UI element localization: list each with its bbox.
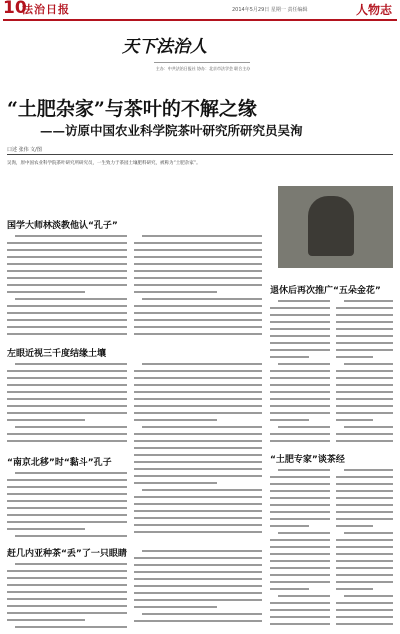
portrait-photo xyxy=(278,186,393,268)
text-line xyxy=(134,389,262,396)
text-line xyxy=(134,438,262,445)
text-line xyxy=(270,544,330,551)
text-line xyxy=(336,333,393,340)
text-line xyxy=(7,533,127,540)
text-line xyxy=(134,382,262,389)
text-line xyxy=(134,296,262,303)
text-line xyxy=(7,247,127,254)
text-line xyxy=(7,317,127,324)
text-line xyxy=(134,396,262,403)
text-line xyxy=(7,582,127,589)
text-line xyxy=(336,516,393,523)
text-line xyxy=(270,530,330,537)
text-line xyxy=(336,368,393,375)
text-line xyxy=(336,354,393,361)
text-line xyxy=(134,445,262,452)
text-line xyxy=(270,537,330,544)
text-line xyxy=(270,333,330,340)
text-line xyxy=(134,611,262,618)
text-line xyxy=(270,600,330,607)
text-line xyxy=(270,326,330,333)
text-line xyxy=(270,431,330,438)
text-line xyxy=(134,403,262,410)
text-line xyxy=(336,495,393,502)
text-line xyxy=(336,579,393,586)
section-head-5: 退休后再次推广“五朵金花” xyxy=(270,286,381,296)
column-subtitle: 主办：中共法治日报社 协办：北京市法学会 联合主办 xyxy=(155,66,251,71)
text-line xyxy=(134,254,262,261)
text-line xyxy=(134,466,262,473)
text-line xyxy=(134,590,262,597)
text-line xyxy=(270,305,330,312)
text-line xyxy=(134,501,262,508)
text-line xyxy=(7,310,127,317)
column-divider xyxy=(154,62,250,63)
text-line xyxy=(336,551,393,558)
text-line xyxy=(336,340,393,347)
text-line xyxy=(270,424,330,431)
text-line xyxy=(270,579,330,586)
page-number: 10 xyxy=(3,0,27,18)
text-line xyxy=(7,610,127,617)
text-line xyxy=(7,331,127,338)
text-line xyxy=(7,561,127,568)
text-line xyxy=(7,261,127,268)
text-line xyxy=(7,519,127,526)
text-line xyxy=(7,575,127,582)
text-line xyxy=(336,382,393,389)
text-line xyxy=(7,484,127,491)
text-line xyxy=(270,509,330,516)
body-text-col2c xyxy=(134,548,262,631)
column-name: 天下法治人 xyxy=(122,37,207,57)
text-line xyxy=(270,488,330,495)
text-line xyxy=(134,529,262,536)
body-text-col2a xyxy=(134,233,262,341)
text-line xyxy=(134,317,262,324)
byline: 口述 张伟 文/图 xyxy=(7,147,42,153)
text-line xyxy=(134,473,262,480)
text-line xyxy=(336,509,393,516)
text-line xyxy=(7,240,127,247)
text-line xyxy=(336,467,393,474)
text-line xyxy=(270,607,330,614)
text-line xyxy=(270,593,330,600)
text-line xyxy=(7,470,127,477)
text-line xyxy=(336,621,393,628)
body-text-col1d xyxy=(7,561,127,631)
text-line xyxy=(270,523,330,530)
text-line xyxy=(134,569,262,576)
text-line xyxy=(134,261,262,268)
text-line xyxy=(336,403,393,410)
text-line xyxy=(134,562,262,569)
text-line xyxy=(336,586,393,593)
text-line xyxy=(7,589,127,596)
body-text-col1a xyxy=(7,233,127,341)
text-line xyxy=(7,512,127,519)
text-line xyxy=(134,324,262,331)
text-line xyxy=(270,361,330,368)
text-line xyxy=(336,438,393,445)
text-line xyxy=(270,312,330,319)
text-line xyxy=(336,361,393,368)
text-line xyxy=(336,600,393,607)
text-line xyxy=(270,516,330,523)
text-line xyxy=(336,474,393,481)
body-text-col4a xyxy=(336,298,393,446)
text-line xyxy=(270,389,330,396)
text-line xyxy=(270,403,330,410)
text-line xyxy=(7,396,127,403)
text-line xyxy=(7,254,127,261)
text-line xyxy=(7,268,127,275)
body-text-col3a xyxy=(270,298,330,446)
text-line xyxy=(336,607,393,614)
text-line xyxy=(7,382,127,389)
text-line xyxy=(270,502,330,509)
text-line xyxy=(270,474,330,481)
text-line xyxy=(7,361,127,368)
text-line xyxy=(270,551,330,558)
section-head-2: 左眼近视三千度结缘土壤 xyxy=(7,349,107,359)
text-line xyxy=(134,375,262,382)
text-line xyxy=(336,396,393,403)
text-line xyxy=(270,586,330,593)
text-line xyxy=(7,526,127,533)
text-line xyxy=(134,459,262,466)
text-line xyxy=(270,382,330,389)
text-line xyxy=(336,502,393,509)
text-line xyxy=(134,424,262,431)
text-line xyxy=(336,530,393,537)
text-line xyxy=(134,494,262,501)
text-line xyxy=(134,618,262,625)
text-line xyxy=(270,347,330,354)
text-line xyxy=(134,548,262,555)
text-line xyxy=(7,424,127,431)
text-line xyxy=(270,298,330,305)
headline: “土肥杂家”与茶叶的不解之缘 xyxy=(7,98,257,120)
text-line xyxy=(7,275,127,282)
text-line xyxy=(7,368,127,375)
text-line xyxy=(336,410,393,417)
text-line xyxy=(270,319,330,326)
text-line xyxy=(336,544,393,551)
text-line xyxy=(134,583,262,590)
text-line xyxy=(270,438,330,445)
text-line xyxy=(270,410,330,417)
text-line xyxy=(7,233,127,240)
text-line xyxy=(270,565,330,572)
text-line xyxy=(336,347,393,354)
text-line xyxy=(7,438,127,445)
body-text-col4b xyxy=(336,467,393,631)
text-line xyxy=(7,389,127,396)
text-line xyxy=(270,572,330,579)
text-line xyxy=(336,417,393,424)
byline-rule xyxy=(7,154,393,155)
text-line xyxy=(270,396,330,403)
text-line xyxy=(336,593,393,600)
text-line xyxy=(134,431,262,438)
text-line xyxy=(7,617,127,624)
text-line xyxy=(7,498,127,505)
text-line xyxy=(134,452,262,459)
text-line xyxy=(336,572,393,579)
text-line xyxy=(7,303,127,310)
text-line xyxy=(134,522,262,529)
text-line xyxy=(270,481,330,488)
section-head-6: “土肥专家”谈茶经 xyxy=(270,455,345,465)
text-line xyxy=(134,247,262,254)
text-line xyxy=(336,326,393,333)
text-line xyxy=(134,410,262,417)
body-text-col3b xyxy=(270,467,330,631)
text-line xyxy=(134,240,262,247)
text-line xyxy=(336,565,393,572)
text-line xyxy=(7,375,127,382)
section-name: 人物志 xyxy=(355,3,392,17)
text-line xyxy=(336,431,393,438)
section-head-1: 国学大师林淡教他认“孔子” xyxy=(7,221,118,231)
text-line xyxy=(134,487,262,494)
text-line xyxy=(7,417,127,424)
text-line xyxy=(270,558,330,565)
text-line xyxy=(336,558,393,565)
text-line xyxy=(7,491,127,498)
text-line xyxy=(134,331,262,338)
body-text-col2b xyxy=(134,361,262,541)
text-line xyxy=(336,389,393,396)
text-line xyxy=(7,324,127,331)
text-line xyxy=(336,614,393,621)
text-line xyxy=(134,515,262,522)
text-line xyxy=(7,624,127,631)
text-line xyxy=(7,505,127,512)
section-head-3: “南京北移”时“黏斗”孔子 xyxy=(7,458,112,468)
text-line xyxy=(134,303,262,310)
text-line xyxy=(7,410,127,417)
text-line xyxy=(336,523,393,530)
text-line xyxy=(7,477,127,484)
text-line xyxy=(134,268,262,275)
text-line xyxy=(7,289,127,296)
text-line xyxy=(134,310,262,317)
text-line xyxy=(134,480,262,487)
text-line xyxy=(134,361,262,368)
text-line xyxy=(134,282,262,289)
text-line xyxy=(7,282,127,289)
text-line xyxy=(270,495,330,502)
text-line xyxy=(7,403,127,410)
text-line xyxy=(134,576,262,583)
text-line xyxy=(270,417,330,424)
text-line xyxy=(134,604,262,611)
text-line xyxy=(336,312,393,319)
text-line xyxy=(134,417,262,424)
text-line xyxy=(134,289,262,296)
text-line xyxy=(134,597,262,604)
text-line xyxy=(270,340,330,347)
text-line xyxy=(134,508,262,515)
text-line xyxy=(336,424,393,431)
text-line xyxy=(7,596,127,603)
text-line xyxy=(134,233,262,240)
header-rule xyxy=(3,19,397,21)
text-line xyxy=(270,467,330,474)
text-line xyxy=(336,488,393,495)
body-text-col1c xyxy=(7,470,127,542)
text-line xyxy=(270,375,330,382)
text-line xyxy=(270,621,330,628)
text-line xyxy=(134,275,262,282)
text-line xyxy=(336,305,393,312)
section-head-4: 赶几内亚种茶“丢”了一只眼睛 xyxy=(7,549,127,559)
text-line xyxy=(336,319,393,326)
text-line xyxy=(270,614,330,621)
newspaper-name: 法治日报 xyxy=(22,3,70,16)
body-text-col1b xyxy=(7,361,127,449)
text-line xyxy=(134,368,262,375)
text-line xyxy=(336,298,393,305)
issue-meta: 2014年5月29日 星期一 责任编辑 xyxy=(232,7,308,13)
text-line xyxy=(7,431,127,438)
text-line xyxy=(270,368,330,375)
text-line xyxy=(336,375,393,382)
text-line xyxy=(7,568,127,575)
text-line xyxy=(270,354,330,361)
subheadline: ——访原中国农业科学院茶叶研究所研究员吴洵 xyxy=(40,123,303,138)
page-header xyxy=(0,0,400,18)
intro-text: 吴洵，原中国农业科学院茶叶研究所研究员，一生致力于茶园土壤肥料研究，被称为“土肥杂家”。 xyxy=(7,161,201,166)
text-line xyxy=(336,481,393,488)
text-line xyxy=(134,555,262,562)
text-line xyxy=(336,537,393,544)
text-line xyxy=(7,603,127,610)
text-line xyxy=(7,296,127,303)
